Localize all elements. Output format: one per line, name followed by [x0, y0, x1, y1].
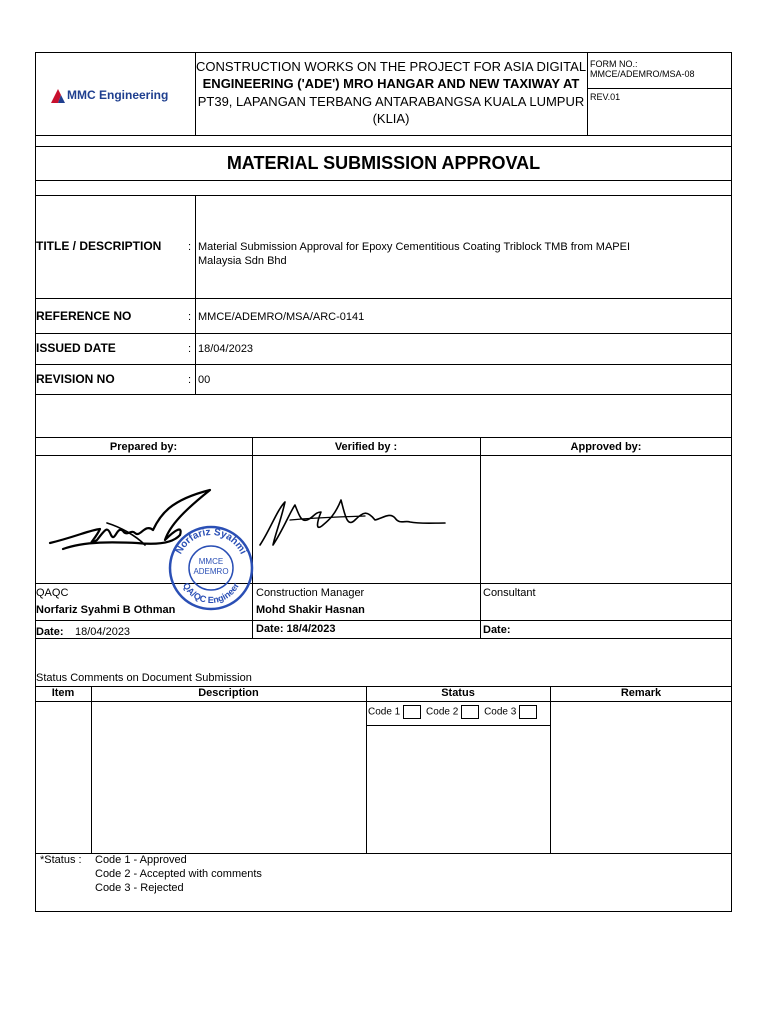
status-comments-heading: Status Comments on Document Submission: [36, 672, 252, 684]
signature-date-line: [35, 620, 732, 621]
field-line-1: [35, 298, 732, 299]
form-no-value: MMCE/ADEMRO/MSA-08: [590, 69, 695, 79]
revision-label: REV.01: [590, 92, 621, 102]
field-line-3: [35, 364, 732, 365]
colon: :: [188, 241, 192, 253]
code1-checkbox[interactable]: [403, 705, 421, 719]
code1-label: Code 1: [368, 706, 401, 718]
status-codes-row: [368, 705, 539, 719]
prepared-date-label: Date:: [36, 626, 64, 638]
title-description-value-line1: Material Submission Approval for Epoxy Cementitious Coating Triblock TMB from MAPEI: [198, 241, 631, 253]
colon: :: [188, 311, 192, 323]
header-bottom-line: [35, 135, 732, 136]
col-remark: Remark: [620, 687, 662, 699]
form-frame: [35, 52, 732, 912]
reference-no-label: REFERENCE NO: [36, 309, 132, 323]
title-top-line: [35, 146, 732, 147]
status-legend-code3: Code 3 - Rejected: [95, 882, 184, 894]
signature-top-line: [35, 437, 732, 438]
revision-no-value: 00: [198, 374, 211, 386]
signature-role-line: [35, 583, 732, 584]
stamp-center-line2: ADEMRO: [193, 567, 229, 576]
status-col-divider-1: [91, 686, 92, 853]
signature-divider-2: [480, 437, 481, 638]
project-title-line4: (KLIA): [372, 111, 410, 126]
status-legend-code1: Code 1 - Approved: [95, 854, 187, 866]
prepared-by-header: Prepared by:: [109, 441, 178, 453]
code3-checkbox[interactable]: [519, 705, 537, 719]
verified-signature: [255, 490, 450, 555]
col-item: Item: [51, 687, 75, 699]
verified-date: Date: 18/4/2023: [256, 623, 336, 635]
form-title: MATERIAL SUBMISSION APPROVAL: [226, 153, 541, 173]
issued-date-label: ISSUED DATE: [36, 341, 116, 355]
status-code-line: [366, 725, 550, 726]
status-table-header-line: [35, 701, 732, 702]
official-stamp: [168, 525, 254, 611]
form-no-divider: [587, 88, 732, 89]
verified-name: Mohd Shakir Hasnan: [256, 604, 365, 616]
svg-text:Norfariz Syahmi: [174, 527, 249, 556]
form-no-label: FORM NO.:: [590, 59, 638, 69]
company-logo: [50, 86, 180, 106]
prepared-date: 18/04/2023: [75, 626, 131, 638]
reference-no-value: MMCE/ADEMRO/MSA/ARC-0141: [198, 311, 365, 323]
header-divider-right: [587, 52, 588, 135]
status-col-divider-2: [366, 686, 367, 853]
prepared-name: Norfariz Syahmi B Othman: [36, 604, 176, 616]
code2-checkbox[interactable]: [461, 705, 479, 719]
signature-header-line: [35, 455, 732, 456]
project-title-line3: PT39, LAPANGAN TERBANG ANTARABANGSA KUALA LUMPUR: [197, 94, 585, 109]
stamp-role: QA/QC Engineer: [180, 580, 242, 606]
colon: :: [188, 343, 192, 355]
field-line-2: [35, 333, 732, 334]
project-title-line2: ENGINEERING ('ADE') MRO HANGAR AND NEW TAXIWAY AT: [202, 76, 580, 91]
logo-text: MMC Engineering: [67, 88, 169, 102]
project-title-line1: CONSTRUCTION WORKS ON THE PROJECT FOR ASIA DIGITAL: [196, 59, 587, 74]
stamp-center-line1: MMCE: [198, 557, 224, 566]
approved-role: Consultant: [483, 587, 536, 599]
fields-divider: [195, 195, 196, 395]
svg-text:QA/QC Engineer: [181, 581, 241, 605]
status-legend-label: *Status :: [40, 854, 82, 866]
stamp-name: Norfariz Syahmi: [173, 526, 249, 557]
title-description-label: TITLE / DESCRIPTION: [36, 239, 162, 253]
approved-date: Date:: [483, 624, 511, 636]
revision-no-label: REVISION NO: [36, 372, 115, 386]
logo-mark-icon: [50, 88, 66, 104]
title-bottom-line: [35, 180, 732, 181]
code2-label: Code 2: [426, 706, 459, 718]
col-description: Description: [198, 687, 259, 699]
issued-date-value: 18/04/2023: [198, 343, 254, 355]
col-status: Status: [441, 687, 475, 699]
verified-by-header: Verified by :: [334, 441, 398, 453]
prepared-role: QAQC: [36, 587, 69, 599]
approved-by-header: Approved by:: [570, 441, 642, 453]
colon: :: [188, 374, 192, 386]
field-line-4: [35, 394, 732, 395]
verified-role: Construction Manager: [256, 587, 365, 599]
spacer-line: [35, 195, 732, 196]
signature-bottom-line: [35, 638, 732, 639]
status-col-divider-3: [550, 686, 551, 853]
status-legend-code2: Code 2 - Accepted with comments: [95, 868, 262, 880]
title-description-value-line2: Malaysia Sdn Bhd: [198, 255, 287, 267]
code3-label: Code 3: [484, 706, 517, 718]
